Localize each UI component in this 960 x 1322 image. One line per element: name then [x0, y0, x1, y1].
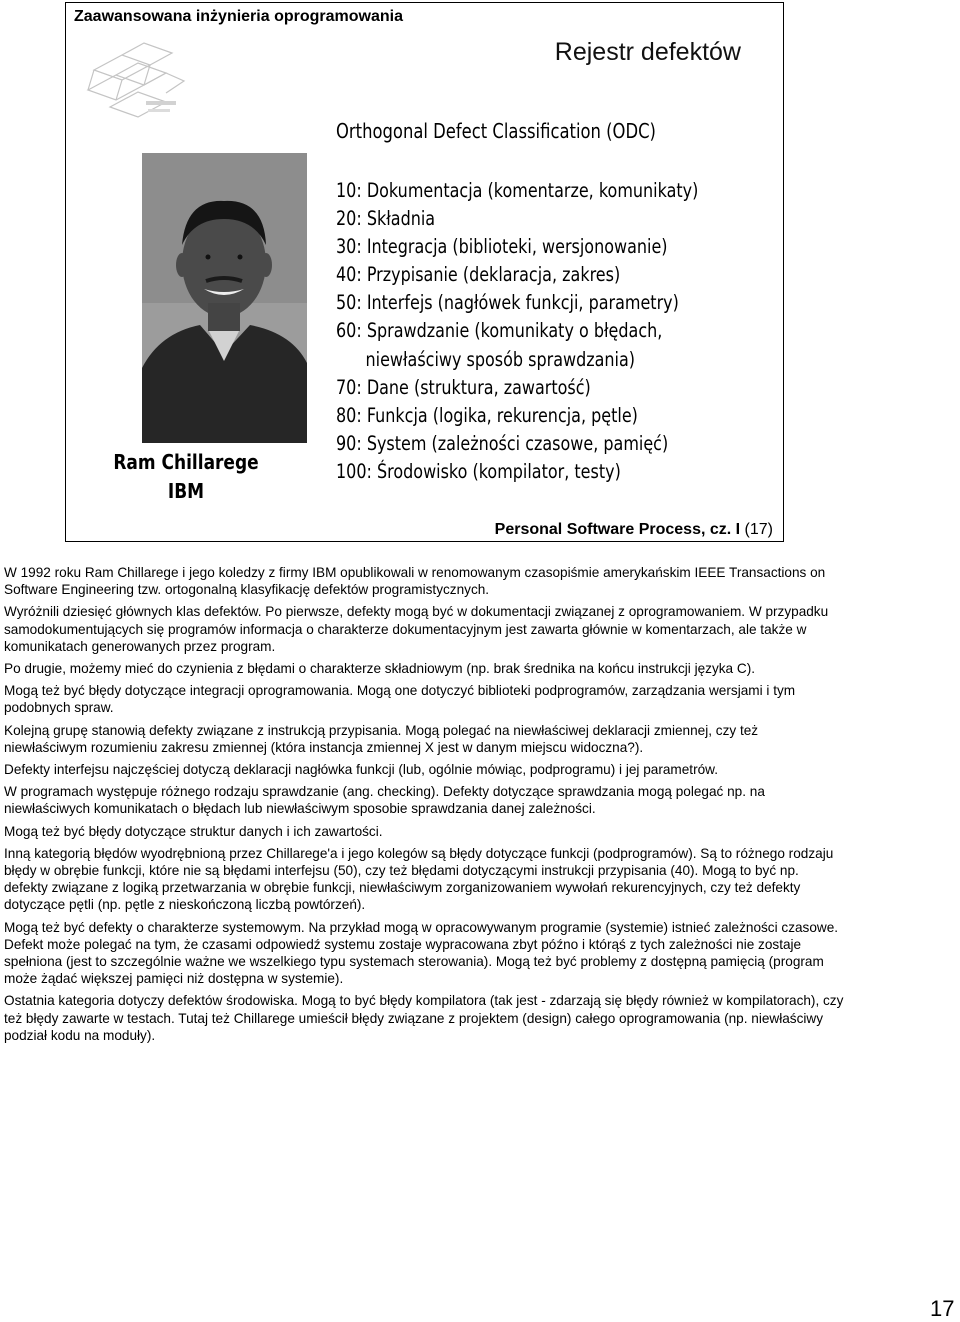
odc-item: 40: Przypisanie (deklaracja, zakres): [336, 263, 621, 287]
slide-footer: [495, 521, 773, 539]
footer-slide-number: (17): [744, 521, 773, 538]
paragraph: Mogą też być błędy dotyczące integracji oprogramowania. Mogą one dotyczyć biblioteki podprogramów, zarządzania wersjami i tym podobnych spraw.: [4, 683, 796, 716]
paragraph: Mogą też być błędy dotyczące struktur danych i ich zawartości.: [4, 823, 383, 839]
odc-item: 70: Dane (struktura, zawartość): [336, 375, 591, 399]
paragraph: Defekty interfejsu najczęściej dotyczą deklaracji nagłówka funkcji (lub, ogólnie mówiąc, podprogramu) i jej parametrów.: [4, 762, 719, 778]
odc-item-continuation: niewłaściwy sposób sprawdzania): [365, 347, 636, 371]
odc-list: [336, 177, 698, 486]
odc-item: 90: System (zależności czasowe, pamięć): [336, 431, 669, 455]
course-logo: [84, 35, 196, 125]
odc-item: 50: Interfejs (nagłówek funkcji, parametry): [336, 291, 679, 315]
paragraph: Kolejną grupę stanowią defekty związane z instrukcją przypisania. Mogą polegać na niewłaściwej deklaracji zmiennej, czy też niewłaściwym rozumieniu zakresu zmiennej (która instancja zmiennej X jest w danym miejscu widoczna?).: [4, 722, 759, 755]
footer-course: Personal Software Process, cz. I: [494, 521, 741, 538]
slide-title: Rejestr defektów: [554, 38, 741, 66]
odc-item: 100: Środowisko (kompilator, testy): [336, 459, 621, 483]
paragraph: Inną kategorią błędów wyodrębnioną przez Chillarege'a i jego kolegów są błędy dotyczące funkcji (podprogramów). Są to różnego rodzaju błędy w obrębie funkcji, które nie są błędami interfejsu (50), czy też błędami dotyczącymi instrukcji przypisania (40). Mogą to być np. defekty związane z logiką przetwarzania w obrębie funkcji, niewłaściwym zorganizowaniem wywołań rekurencyjnych, czy też defekty dotyczące pętli (np. pętle z nieskończoną liczbą powtórzeń).: [4, 845, 834, 913]
odc-item: 30: Integracja (biblioteki, wersjonowanie): [336, 235, 668, 259]
odc-item: 10: Dokumentacja (komentarze, komunikaty): [336, 179, 699, 202]
caption-org: IBM: [167, 479, 205, 503]
notes-body: [4, 564, 844, 1049]
paragraph: W 1992 roku Ram Chillarege i jego koledzy z firmy IBM opublikowali w renomowanym czasopiśmie amerykańskim IEEE Transactions on Software Engineering tzw. ortogonalną klasyfikację defektów programistycznych.: [4, 565, 826, 598]
photo-caption: [101, 448, 271, 506]
odc-item: 60: Sprawdzanie (komunikaty o błędach,: [336, 319, 663, 343]
course-title: Zaawansowana inżynieria oprogramowania: [74, 8, 403, 25]
paragraph: Mogą też być defekty o charakterze systemowym. Na przykład mogą w opracowywanym programie (systemie) istnieć zależności czasowe. Defekt może polegać na tym, że czasami odpowiedź systemu zostaje wypracowana zbyt późno i którąś z tych zależności nie zostaje spełniona (jest to szczególnie ważne we wszelkiego typu systemach sterowania). Mogą też być problemy z dostępną pamięcią (program może żądać większej pamięci niż dostępna w systemie).: [4, 919, 839, 987]
page-number: 17: [930, 1296, 955, 1321]
odc-item: 20: Składnia: [336, 207, 436, 231]
paragraph: Po drugie, możemy mieć do czynienia z błędami o charakterze składniowym (np. brak średnika na końcu instrukcji języka C).: [4, 661, 755, 677]
odc-item: 80: Funkcja (logika, rekurencja, pętle): [336, 403, 638, 427]
slide-frame: [65, 2, 784, 542]
paragraph: Wyróżnili dziesięć głównych klas defektów. Po pierwsze, defekty mogą być w dokumentacji związanej z oprogramowaniem. W przypadku samodokumentujących się programów informacja o charakterze dokumentacyjnym jest zawarta głównie w komentarzach, ale także w komunikatach generowanych przez program.: [4, 604, 829, 654]
portrait-photo: [142, 153, 307, 443]
caption-name: Ram Chillarege: [113, 450, 259, 474]
odc-heading: Orthogonal Defect Classification (ODC): [336, 119, 656, 143]
paragraph: W programach występuje różnego rodzaju sprawdzanie (ang. checking). Defekty dotyczące sprawdzania mogą polegać np. na niewłaściwych komunikatach o błędach lub niewłaściwym sposobie sprawdzania danej zależności.: [4, 784, 765, 817]
paragraph: Ostatnia kategoria dotyczy defektów środowiska. Mogą to być błędy kompilatora (tak jest - zdarzają się błędy również w kompilatorach), czy też błędy zawarte w testach. Tutaj też Chillarege umieścił błędy związane z projektem (design) całego oprogramowania (np. niewłaściwy podział kodu na moduły).: [4, 993, 844, 1043]
